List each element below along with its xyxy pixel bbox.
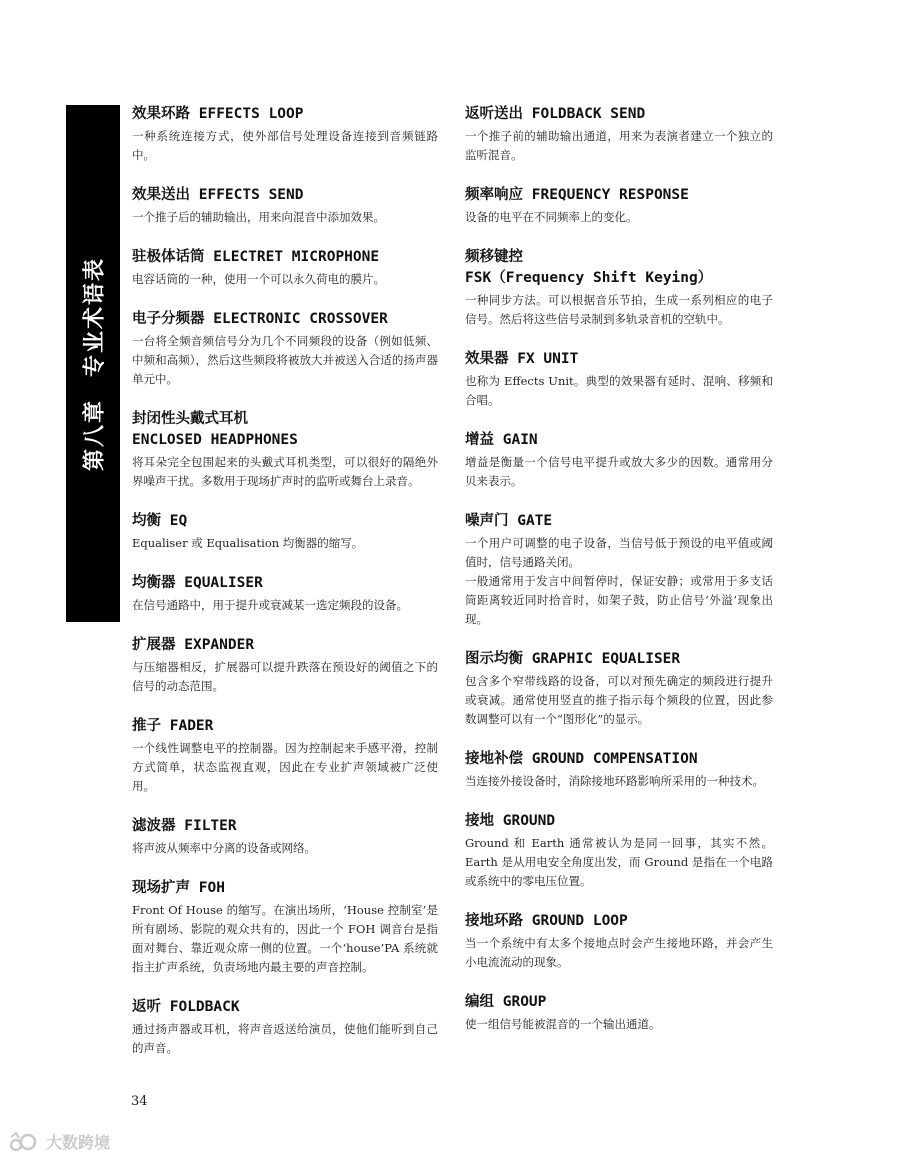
- glossary-entry: [465, 247, 773, 329]
- term-heading: 图示均衡 GRAPHIC EQUALISER: [465, 651, 681, 667]
- glossary-entry: [465, 185, 773, 227]
- term-definition: 一个推子前的辅助输出通道，用来为表演者建立一个独立的监听混音。: [465, 129, 773, 162]
- glossary-right-column: [465, 104, 773, 1034]
- term-heading: 频率响应 FREQUENCY RESPONSE: [465, 187, 689, 203]
- term-heading: 均衡 EQ: [132, 513, 188, 529]
- term-definition: 设备的电平在不同频率上的变化。: [465, 210, 638, 224]
- term-heading: 扩展器 EXPANDER: [132, 637, 255, 653]
- term-definition: Equaliser 或 Equalisation 均衡器的缩写。: [132, 536, 364, 550]
- glossary-entry: [132, 247, 438, 289]
- term-definition: 在信号通路中，用于提升或衰减某一选定频段的设备。: [132, 598, 408, 612]
- term-heading: 效果器 FX UNIT: [465, 351, 579, 367]
- term-heading: 接地 GROUND: [465, 813, 556, 829]
- watermark: [8, 1130, 110, 1153]
- term-definition: 当连接外接设备时，消除接地环路影响所采用的一种技术。: [465, 774, 764, 788]
- term-definition: 包含多个窄带线路的设备，可以对预先确定的频段进行提升或衰减。通常使用竖直的推子指示每个频段的位置，因此参数调整可以有一个“图形化”的显示。: [465, 674, 773, 726]
- term-heading: 返听 FOLDBACK: [132, 999, 240, 1015]
- glossary-entry: [465, 649, 773, 729]
- glossary-entry: [465, 811, 773, 891]
- term-heading: 频移键控: [465, 249, 523, 265]
- term-heading: 增益 GAIN: [465, 432, 538, 448]
- term-heading: 返听送出 FOLDBACK SEND: [465, 106, 646, 122]
- glossary-entry: [465, 749, 773, 791]
- term-definition: 一个线性调整电平的控制器。因为控制起来手感平滑，控制方式简单，状态监视直观，因此在专业扩声领域被广泛使用。: [132, 741, 438, 793]
- term-definition: 增益是衡量一个信号电平提升或放大多少的因数。通常用分贝来表示。: [465, 455, 773, 488]
- term-definition: 通过扬声器或耳机，将声音返送给演员，使他们能听到自己的声音。: [132, 1022, 438, 1055]
- glossary-entry: [465, 511, 773, 629]
- term-definition: 与压缩器相反，扩展器可以提升跌落在预设好的阈值之下的信号的动态范围。: [132, 660, 438, 693]
- term-definition: 也称为 Effects Unit。典型的效果器有延时、混响、移频和合唱。: [465, 374, 773, 407]
- brand-logo-icon: [8, 1131, 42, 1153]
- term-heading: 效果送出 EFFECTS SEND: [132, 187, 304, 203]
- term-definition: Ground 和 Earth 通常被认为是同一回事，其实不然。Earth 是从用电安全角度出发，而 Ground 是指在一个电路或系统中的零电压位置。: [465, 836, 773, 888]
- term-heading: 电子分频器 ELECTRONIC CROSSOVER: [132, 311, 388, 327]
- term-heading: 接地环路 GROUND LOOP: [465, 913, 628, 929]
- term-definition: 电容话筒的一种，使用一个可以永久荷电的膜片。: [132, 272, 385, 286]
- term-definition: Front Of House 的缩写。在演出场所，‘House 控制室’是所有剧场、影院的观众共有的，因此一个 FOH 调音台是指面对舞台、靠近观众席一侧的位置。一个‘house’PA 系统就指主扩声系统，负责场地内最主要的声音控制。: [132, 903, 438, 974]
- term-heading: 编组 GROUP: [465, 994, 547, 1010]
- page-number: 34: [131, 1094, 148, 1109]
- term-definition: 一个推子后的辅助输出，用来向混音中添加效果。: [132, 210, 385, 224]
- glossary-entry: [132, 104, 438, 165]
- term-heading: 推子 FADER: [132, 718, 214, 734]
- glossary-entry: [132, 185, 438, 227]
- glossary-entry: [132, 573, 438, 615]
- term-heading: 效果环路 EFFECTS LOOP: [132, 106, 304, 122]
- term-definition: 将耳朵完全包围起来的头戴式耳机类型，可以很好的隔绝外界噪声干扰。多数用于现场扩声时的监听或舞台上录音。: [132, 455, 438, 488]
- glossary-entry: [465, 992, 773, 1034]
- glossary-entry: [465, 430, 773, 491]
- term-definition: 当一个系统中有太多个接地点时会产生接地环路，并会产生小电流流动的现象。: [465, 936, 773, 969]
- glossary-entry: [465, 911, 773, 972]
- glossary-entry: [465, 349, 773, 410]
- glossary-entry: [132, 878, 438, 977]
- watermark-text: 大数跨境: [46, 1133, 111, 1152]
- glossary-entry: [132, 635, 438, 696]
- term-definition: 使一组信号能被混音的一个输出通道。: [465, 1017, 661, 1031]
- term-definition: 一种同步方法。可以根据音乐节拍，生成一系列相应的电子信号。然后将这些信号录制到多轨录音机的空轨中。: [465, 293, 773, 326]
- term-heading: 驻极体话筒 ELECTRET MICROPHONE: [132, 249, 380, 265]
- chapter-side-tab: [66, 105, 120, 622]
- glossary-entry: [132, 511, 438, 553]
- term-definition: 一种系统连接方式，使外部信号处理设备连接到音频链路中。: [132, 129, 438, 162]
- glossary-entry: [132, 997, 438, 1058]
- term-heading: 噪声门 GATE: [465, 513, 553, 529]
- glossary-entry: [132, 716, 438, 796]
- chapter-side-label: [78, 256, 109, 470]
- term-heading-english: ENCLOSED HEADPHONES: [132, 432, 298, 448]
- term-heading-english: FSK（Frequency Shift Keying）: [465, 270, 713, 286]
- chapter-number: 第八章: [82, 398, 108, 471]
- term-heading: 现场扩声 FOH: [132, 880, 225, 896]
- term-heading: 接地补偿 GROUND COMPENSATION: [465, 751, 698, 767]
- glossary-entry: [132, 816, 438, 858]
- term-definition: 一般通常用于发言中间暂停时，保证安静；或常用于多支话筒距离较近同时拾音时，如架子鼓，防止信号‘外溢’现象出现。: [465, 574, 773, 626]
- glossary-entry: [132, 309, 438, 389]
- chapter-title: 专业术语表: [82, 256, 108, 377]
- term-definition: 一个用户可调整的电子设备，当信号低于预设的电平值或阈值时，信号通路关闭。: [465, 536, 773, 569]
- glossary-entry: [132, 409, 438, 491]
- glossary-entry: [465, 104, 773, 165]
- term-heading: 滤波器 FILTER: [132, 818, 237, 834]
- glossary-left-column: [132, 104, 438, 1058]
- term-definition: 将声波从频率中分离的设备或网络。: [132, 841, 316, 855]
- term-definition: 一台将全频音频信号分为几个不同频段的设备（例如低频、中频和高频），然后这些频段将被放大并被送入合适的扬声器单元中。: [132, 334, 438, 386]
- term-heading: 封闭性头戴式耳机: [132, 411, 248, 427]
- term-heading: 均衡器 EQUALISER: [132, 575, 263, 591]
